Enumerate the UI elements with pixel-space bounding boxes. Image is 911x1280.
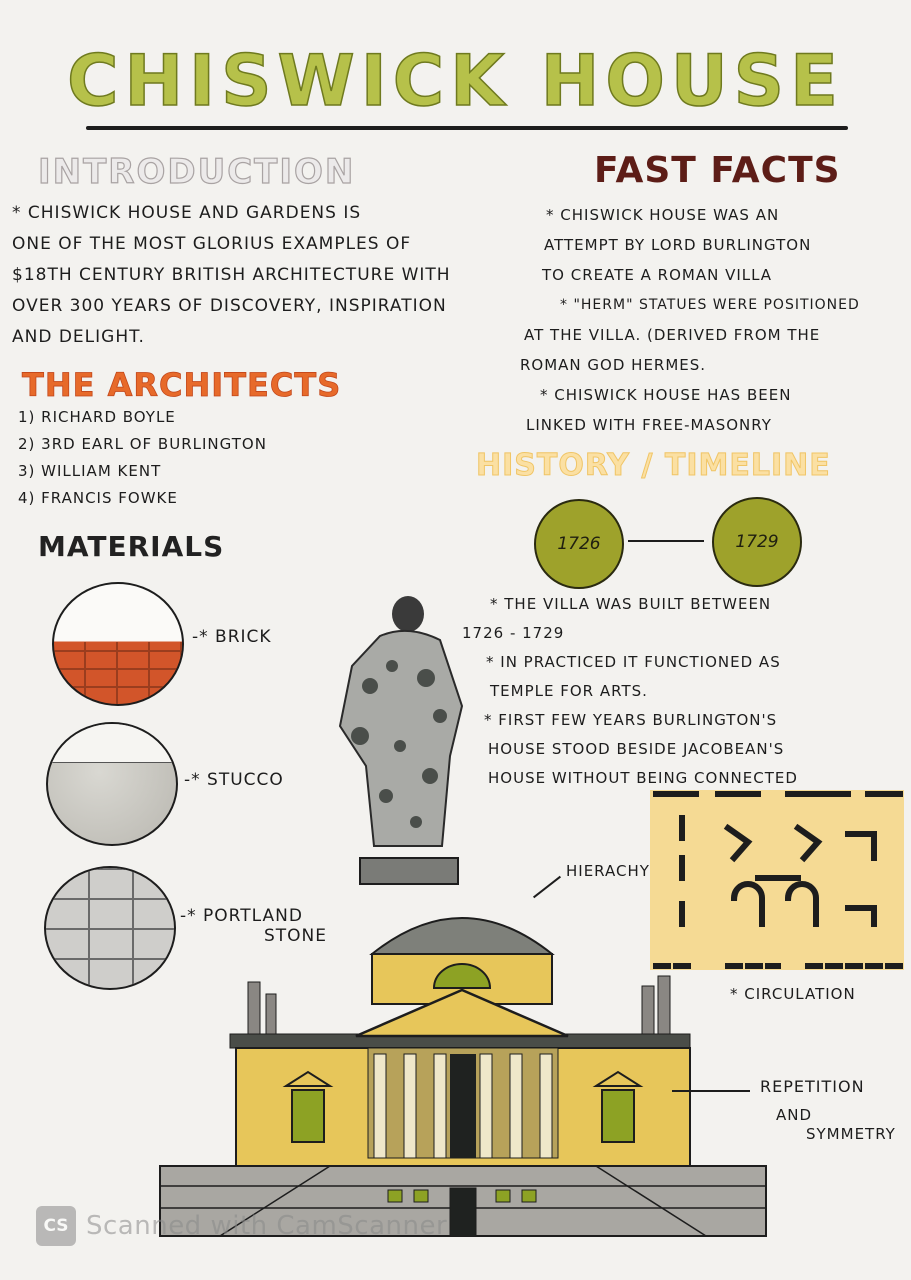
fact-line: * CHISWICK HOUSE HAS BEEN [540, 386, 792, 404]
architect-item: 3) WILLIAM KENT [18, 462, 162, 480]
intro-line: * CHISWICK HOUSE AND GARDENS IS [12, 203, 362, 223]
stucco-label: -* STUCCO [184, 770, 284, 790]
fast-facts-text [520, 200, 910, 440]
timeline-year-start: 1726 [534, 499, 624, 589]
history-line: HOUSE WITHOUT BEING CONNECTED [488, 769, 798, 787]
intro-line: $18TH CENTURY BRITISH ARCHITECTURE WITH [12, 265, 451, 285]
timeline-connector [628, 540, 704, 542]
scanner-watermark [36, 1206, 447, 1246]
statue-drawing [330, 596, 470, 888]
watermark-text: Scanned with CamScanner [86, 1211, 448, 1241]
fact-line: ROMAN GOD HERMES. [520, 356, 707, 374]
camscanner-logo-icon: CS [36, 1206, 76, 1246]
fact-line: * CHISWICK HOUSE WAS AN [546, 206, 780, 224]
architects-list [18, 404, 267, 512]
intro-line: OVER 300 YEARS OF DISCOVERY, INSPIRATION [12, 296, 447, 316]
portland-label: -* PORTLAND [180, 906, 303, 926]
fact-line: * "HERM" STATUES WERE POSITIONED [560, 297, 860, 313]
title-underline [86, 126, 848, 130]
circulation-label: * CIRCULATION [730, 985, 856, 1003]
architect-item: 2) 3RD EARL OF BURLINGTON [18, 435, 267, 453]
architects-heading: THE ARCHITECTS [22, 366, 342, 404]
architect-item: 4) FRANCIS FOWKE [18, 489, 178, 507]
history-heading: HISTORY / TIMELINE [476, 448, 831, 483]
stucco-swatch [46, 722, 178, 846]
history-line: 1726 - 1729 [462, 624, 565, 642]
brick-label: -* BRICK [192, 627, 272, 647]
brick-swatch [52, 582, 184, 706]
history-line: * FIRST FEW YEARS BURLINGTON'S [484, 711, 778, 729]
intro-line: AND DELIGHT. [12, 327, 145, 347]
page-title: CHISWICK HOUSE [67, 40, 844, 122]
history-line: TEMPLE FOR ARTS. [490, 682, 648, 700]
portland-label-2: STONE [264, 926, 328, 946]
history-line: * THE VILLA WAS BUILT BETWEEN [490, 595, 772, 613]
introduction-heading: INTRODUCTION [38, 152, 356, 192]
fact-line: TO CREATE A ROMAN VILLA [542, 266, 773, 284]
symmetry-label: SYMMETRY [806, 1125, 896, 1143]
materials-heading: MATERIALS [38, 530, 225, 563]
chiswick-house-drawing [150, 890, 776, 1250]
repetition-leader-line [672, 1090, 750, 1092]
fact-line: LINKED WITH FREE-MASONRY [526, 416, 772, 434]
intro-line: ONE OF THE MOST GLORIUS EXAMPLES OF [12, 234, 412, 254]
history-text [462, 590, 902, 793]
history-line: HOUSE STOOD BESIDE JACOBEAN'S [488, 740, 785, 758]
history-line: * IN PRACTICED IT FUNCTIONED AS [486, 653, 781, 671]
and-label: AND [776, 1106, 813, 1124]
hierarchy-label: HIERACHY [566, 862, 650, 880]
repetition-label: REPETITION [760, 1077, 865, 1096]
introduction-text [12, 198, 532, 353]
fast-facts-heading: FAST FACTS [594, 150, 841, 191]
fact-line: AT THE VILLA. (DERIVED FROM THE [524, 326, 821, 344]
fact-line: ATTEMPT BY LORD BURLINGTON [544, 236, 812, 254]
timeline-year-end: 1729 [712, 497, 802, 587]
architect-item: 1) RICHARD BOYLE [18, 408, 176, 426]
